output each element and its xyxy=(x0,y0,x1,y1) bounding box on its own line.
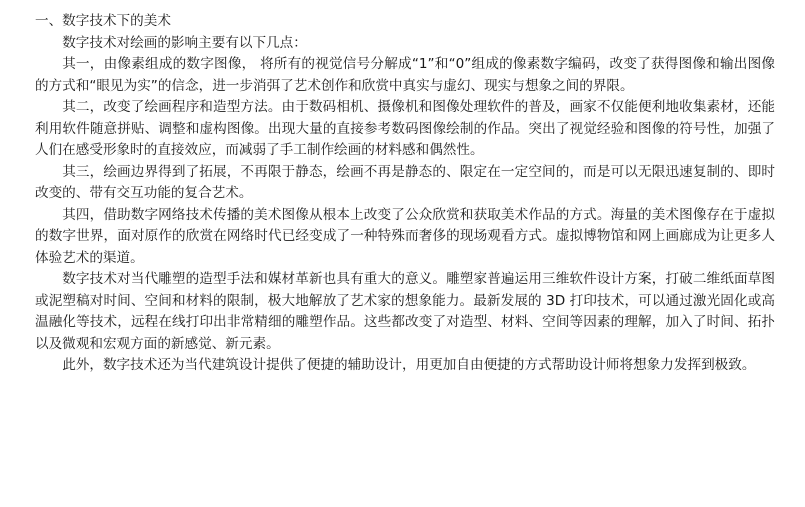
paragraph-point-four: 其四，借助数字网络技术传播的美术图像从根本上改变了公众欣赏和获取美术作品的方式。海量的美术图像存在于虚拟的数字世界，面对原作的欣赏在网络时代已经变成了一种特殊而奢侈的现场观看方式。虚拟博物馆和网上画廊成为让更多人体验艺术的渠道。 xyxy=(35,206,775,266)
paragraph-point-three: 其三，绘画边界得到了拓展，不再限于静态，绘画不再是静态的、限定在一定空间的，而是可以无限迅速复制的、即时改变的、带有交互功能的复合艺术。 xyxy=(35,163,775,201)
paragraph-point-one: 其一，由像素组成的数字图像， 将所有的视觉信号分解成“1”和“0”组成的像素数字编码，改变了获得图像和输出图像的方式和“眼见为实”的信念，进一步消弭了艺术创作和欣赏中真实与虚幻、现实与想象之间的界限。 xyxy=(35,56,775,94)
paragraph-architecture: 此外，数字技术还为当代建筑设计提供了便捷的辅助设计，用更加自由便捷的方式帮助设计师将想象力发挥到极致。 xyxy=(62,357,756,373)
paragraph-point-two: 其二，改变了绘画程序和造型方法。由于数码相机、摄像机和图像处理软件的普及，画家不仅能便利地收集素材，还能利用软件随意拼贴、调整和虚构图像。出现大量的直接参考数码图像绘制的作品。突出了视觉经验和图像的符号性，加强了人们在感受形象时的直接效应，而减弱了手工制作绘画的材料感和偶然性。 xyxy=(35,99,775,158)
paragraph-intro: 数字技术对绘画的影响主要有以下几点： xyxy=(62,34,307,51)
section-heading: 一、数字技术下的美术 xyxy=(35,13,171,29)
document-body xyxy=(35,11,775,377)
paragraph-sculpture: 数字技术对当代雕塑的造型手法和媒材革新也具有重大的意义。雕塑家普遍运用三维软件设计方案，打破二维纸面草图或泥塑稿对时间、空间和材料的限制，极大地解放了艺术家的想象能力。最新发展的 3D 打印技术，可以通过激光固化或高温融化等技术，远程在线打印出非常精细的雕塑作品。这些都改变了对造型、材料、空间等因素的理解，加入了时间、拓扑以及微观和宏观方面的新感觉、新元素。 xyxy=(35,271,775,352)
